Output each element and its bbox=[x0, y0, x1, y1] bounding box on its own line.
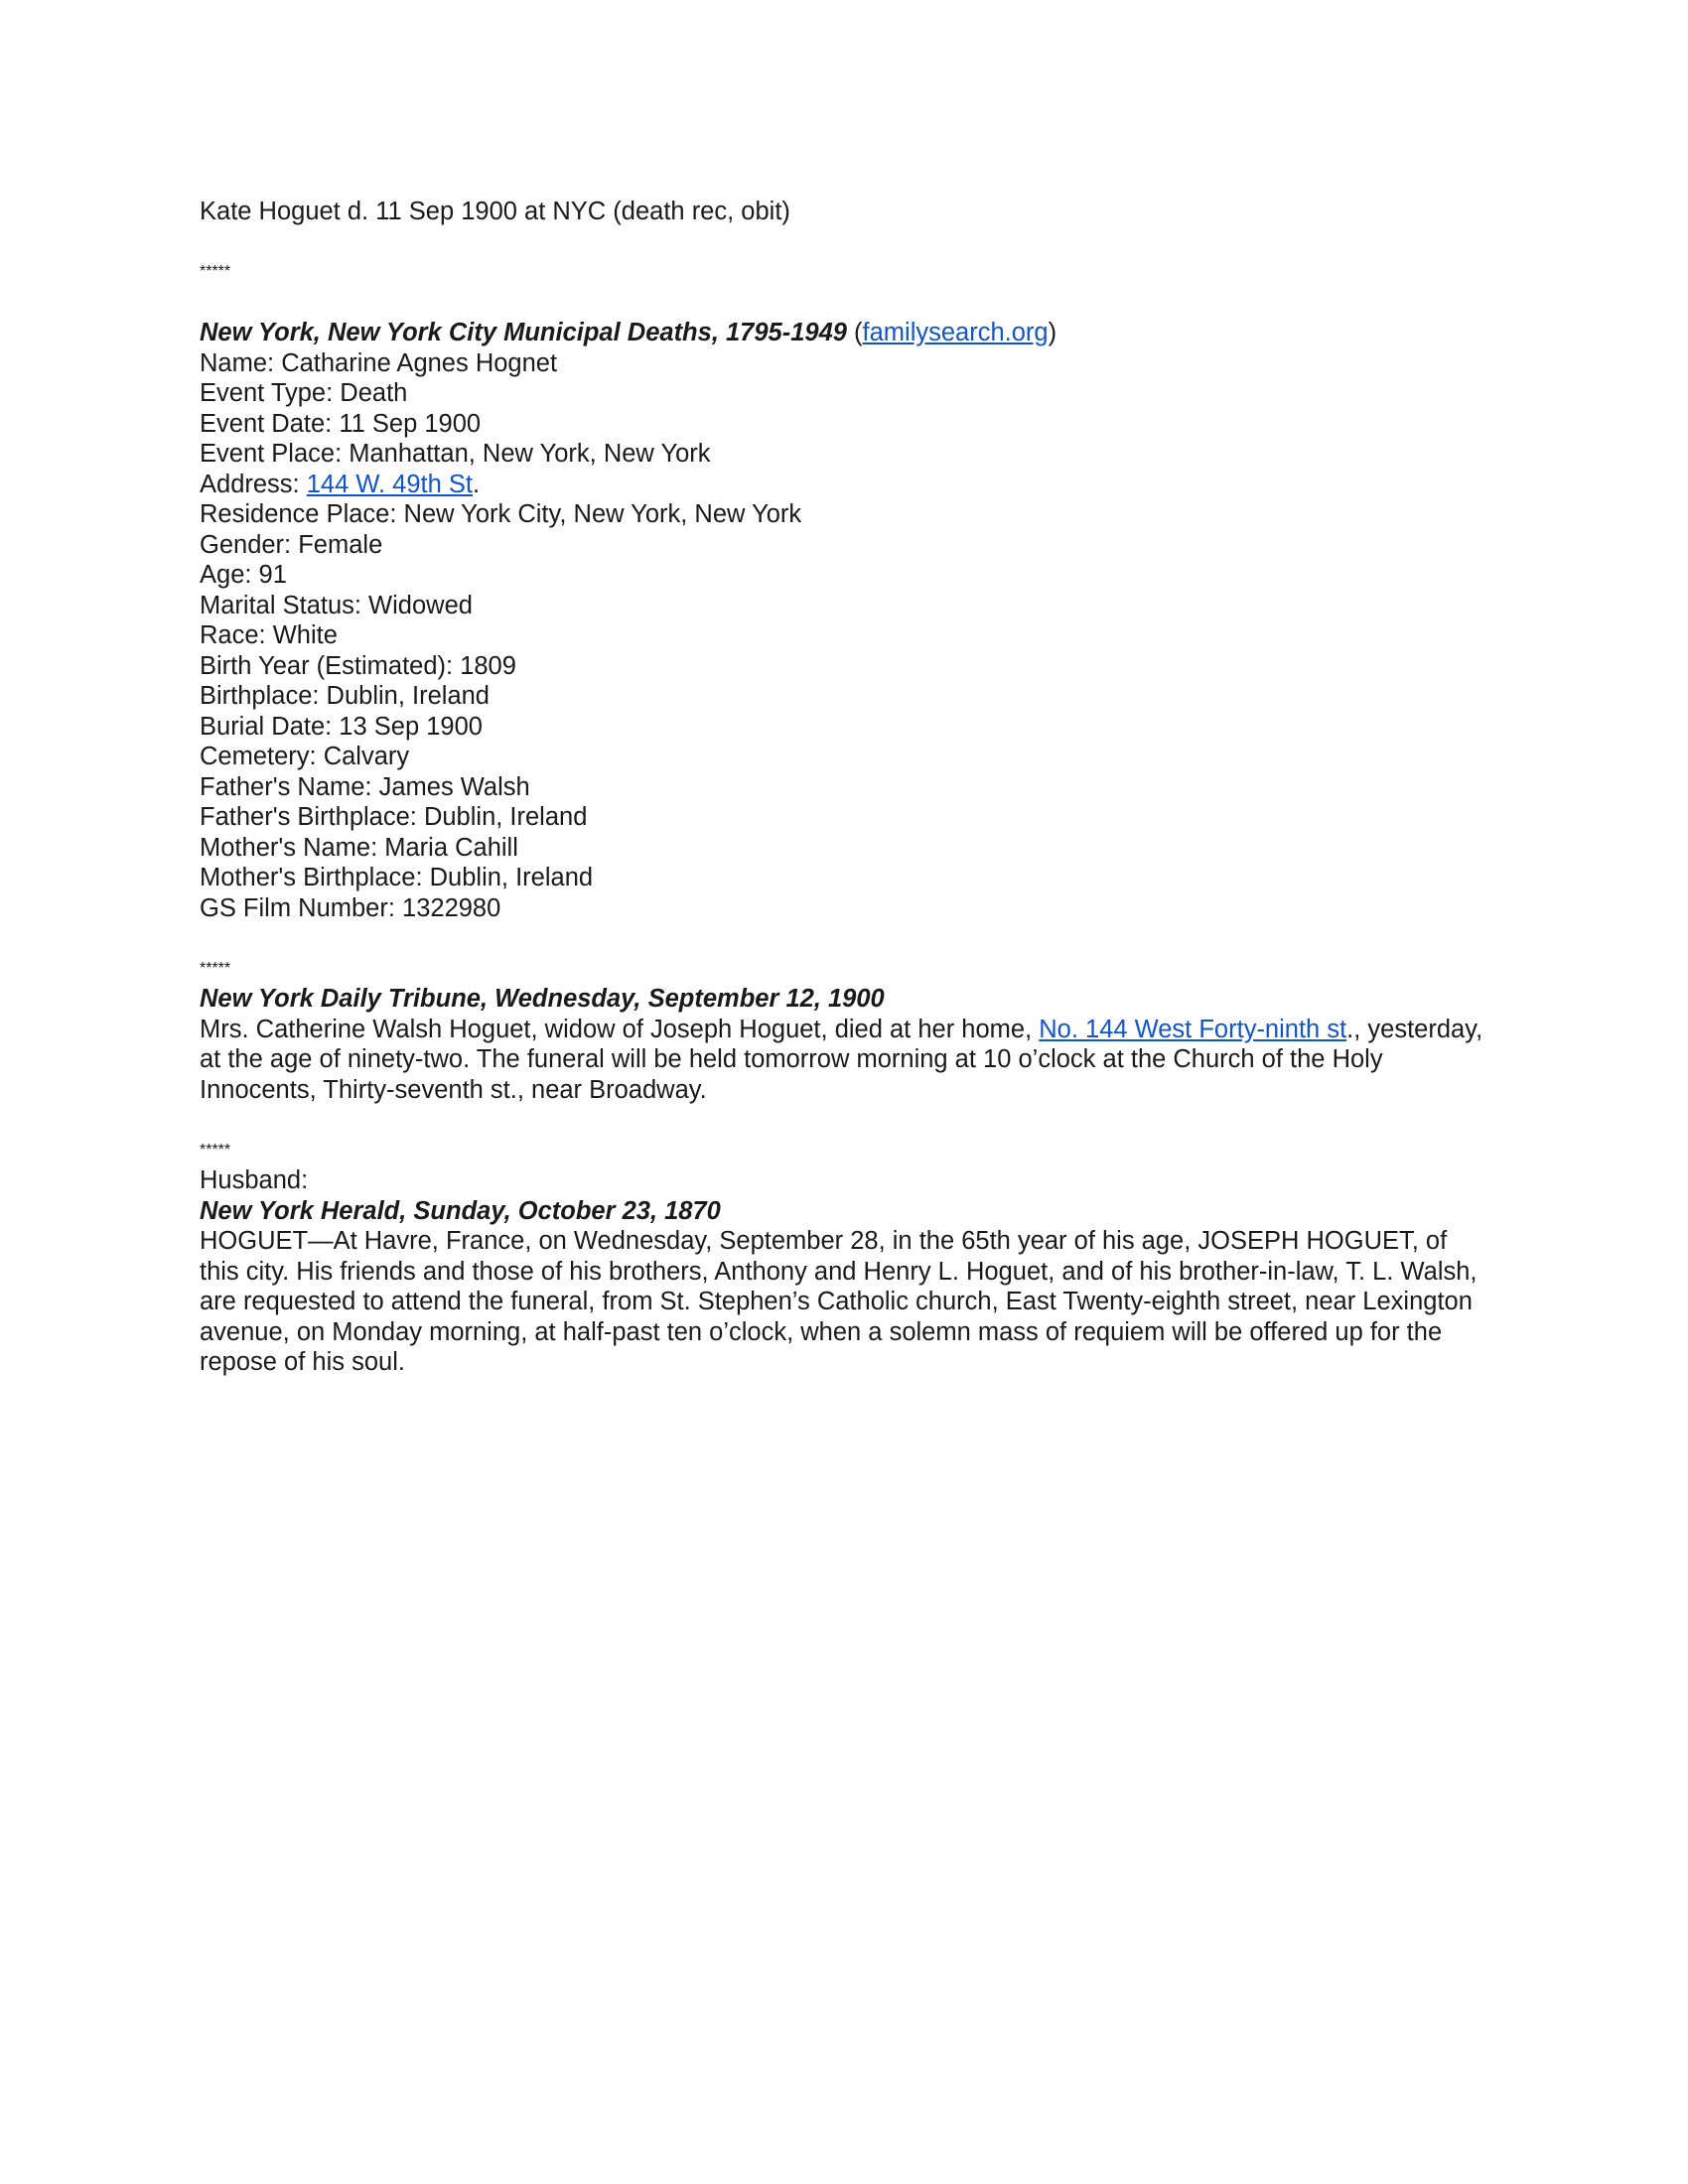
close-paren: ) bbox=[1048, 319, 1057, 346]
address-link[interactable]: 144 W. 49th St bbox=[306, 470, 473, 498]
record-field: Mother's Name: Maria Cahill bbox=[200, 833, 518, 862]
record-field: Residence Place: New York City, New York, New York bbox=[200, 500, 802, 528]
record-field: Father's Name: James Walsh bbox=[200, 772, 530, 801]
record-field: Mother's Birthplace: Dublin, Ireland bbox=[200, 864, 594, 891]
record-field-address bbox=[200, 470, 1490, 500]
death-record-section bbox=[200, 318, 1490, 923]
document-title: Kate Hoguet d. 11 Sep 1900 at NYC (death rec, obit) bbox=[200, 198, 790, 225]
separator: ***** bbox=[200, 263, 231, 280]
address-label: Address: bbox=[200, 470, 307, 498]
record-field: Event Place: Manhattan, New York, New York bbox=[200, 440, 711, 468]
record-field: GS Film Number: 1322980 bbox=[200, 893, 501, 922]
record-field: Marital Status: Widowed bbox=[200, 591, 473, 619]
record-field: Event Date: 11 Sep 1900 bbox=[200, 409, 482, 438]
familysearch-link[interactable]: familysearch.org bbox=[862, 319, 1049, 346]
record-field: Father's Birthplace: Dublin, Ireland bbox=[200, 803, 588, 831]
document-page bbox=[200, 197, 1490, 1378]
tribune-obituary-section bbox=[200, 984, 1490, 1105]
record-field: Race: White bbox=[200, 621, 338, 649]
husband-label: Husband: bbox=[200, 1166, 309, 1194]
death-record-source-title: New York, New York City Municipal Deaths, 1795-1949 bbox=[200, 319, 847, 346]
record-field: Burial Date: 13 Sep 1900 bbox=[200, 712, 483, 741]
tribune-source-title: New York Daily Tribune, Wednesday, September 12, 1900 bbox=[200, 985, 885, 1013]
record-field: Name: Catharine Agnes Hognet bbox=[200, 348, 558, 377]
record-field: Age: 91 bbox=[200, 561, 287, 589]
record-field: Birth Year (Estimated): 1809 bbox=[200, 651, 516, 680]
separator: ***** bbox=[200, 1141, 231, 1159]
herald-obituary-text: HOGUET—At Havre, France, on Wednesday, September 28, in the 65th year of his age, JOSEPH HOGUET, of this city. His friends and those of his brothers, Anthony and Henry L. Hoguet, and of his brother-in-law, T. L. Walsh, are requested to attend the funeral, from St. Stephen’s Catholic church, East Twenty-eighth street, near Lexington avenue, on Monday morning, at half-past ten o’clock, when a solemn mass of requiem will be offered up for the repose of his soul. bbox=[200, 1227, 1477, 1376]
tribune-address-link[interactable]: No. 144 West Forty-ninth st bbox=[1039, 1015, 1347, 1043]
tribune-obituary-text bbox=[200, 1015, 1490, 1106]
record-field: Event Type: Death bbox=[200, 379, 408, 407]
record-field: Gender: Female bbox=[200, 530, 383, 559]
open-paren: ( bbox=[846, 319, 863, 346]
death-record-source bbox=[200, 318, 1490, 348]
husband-obituary-section bbox=[200, 1165, 1490, 1378]
tribune-text-after-link: ., yesterday, at the age of ninety-two. The funeral will be held tomorrow morning at 10 o’clock at the Church of the Holy Innocents, Thirty-seventh st., near Broadway. bbox=[200, 1015, 1483, 1104]
record-field: Cemetery: Calvary bbox=[200, 743, 410, 770]
record-field: Birthplace: Dublin, Ireland bbox=[200, 682, 490, 710]
herald-source-title: New York Herald, Sunday, October 23, 1870 bbox=[200, 1196, 721, 1225]
separator: ***** bbox=[200, 959, 231, 977]
address-suffix: . bbox=[473, 470, 481, 498]
tribune-text-before-link: Mrs. Catherine Walsh Hoguet, widow of Joseph Hoguet, died at her home, bbox=[200, 1015, 1040, 1043]
